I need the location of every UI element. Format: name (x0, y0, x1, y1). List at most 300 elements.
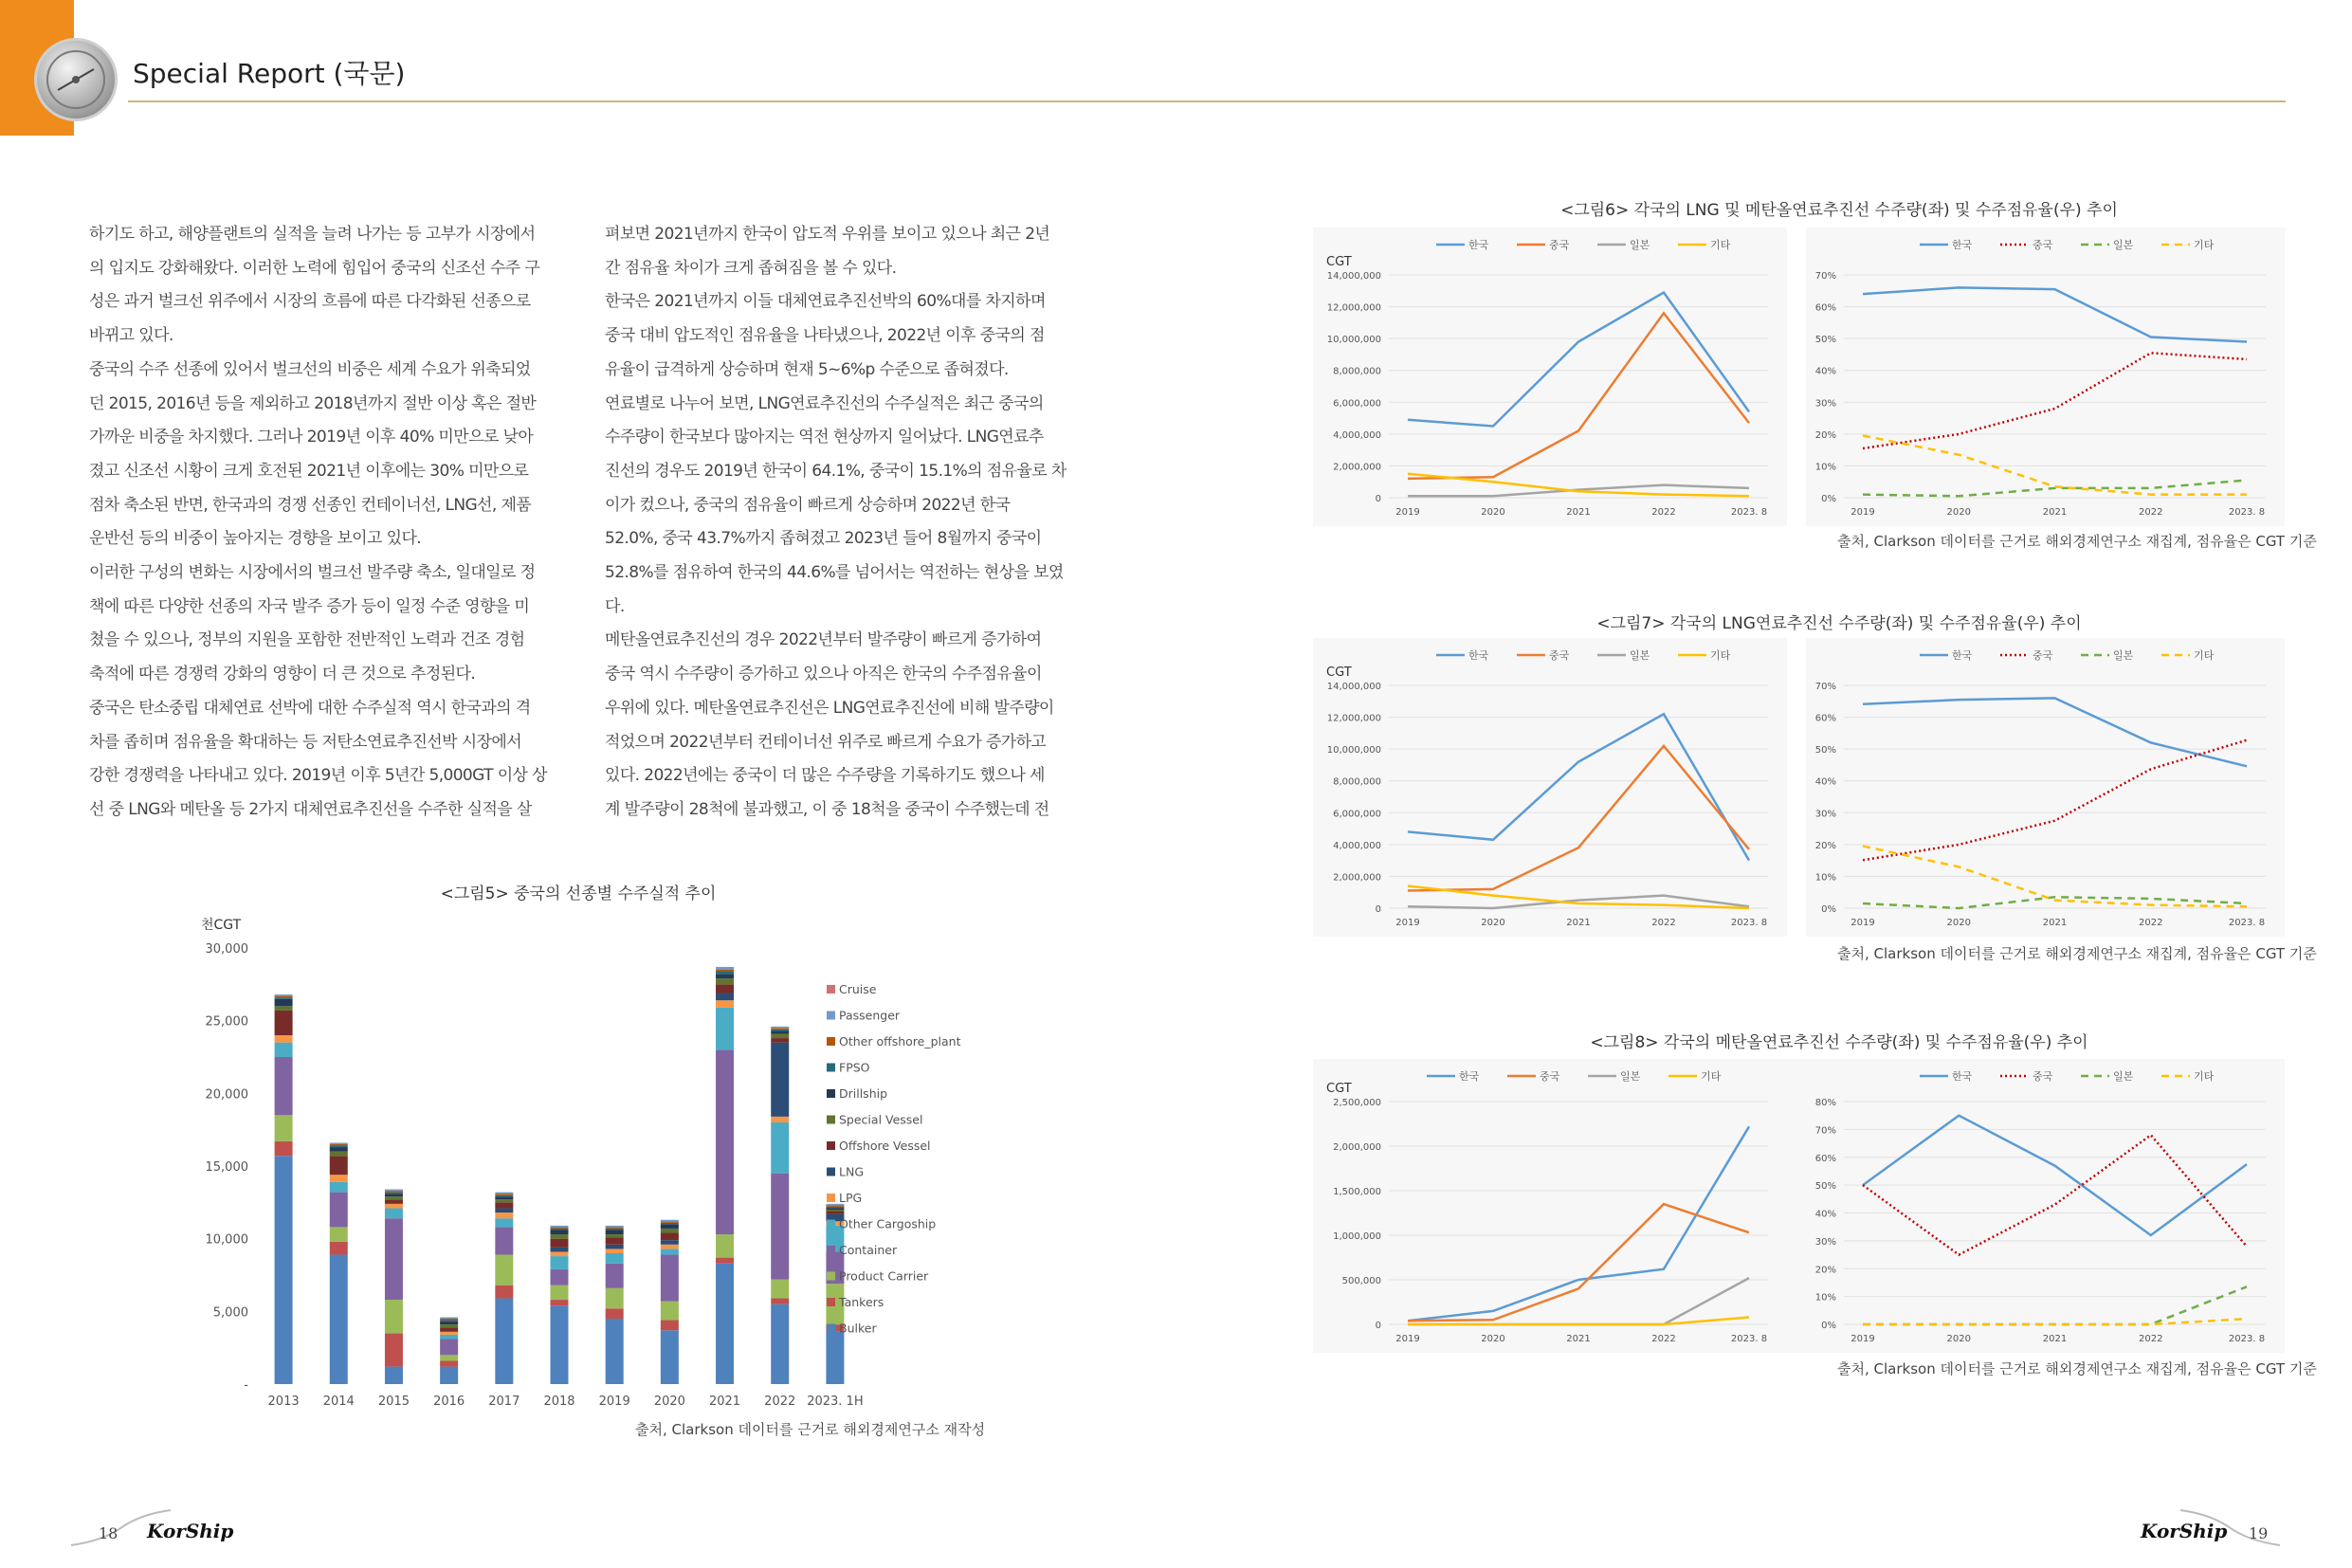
bar-segment (440, 1367, 458, 1384)
legend-swatch (827, 1194, 835, 1202)
x-tick-label: 2022 (2139, 507, 2163, 518)
text-line: 바뀌고 있다. (89, 326, 173, 346)
bar-segment (495, 1208, 513, 1212)
legend-label: Drillship (839, 1086, 888, 1101)
bar-segment (275, 994, 293, 996)
bar-segment (771, 1174, 789, 1280)
bar-segment (330, 1152, 348, 1157)
text-line: 운반선 등의 비중이 높아지는 경향을 보이고 있다. (89, 529, 422, 549)
bar-segment (275, 1115, 293, 1141)
x-tick-label: 2020 (1481, 918, 1505, 928)
y-tick-label: 15,000 (205, 1160, 248, 1175)
bar-segment (440, 1324, 458, 1327)
x-tick-label: 2019 (1395, 507, 1420, 518)
bar-segment (716, 975, 734, 979)
legend-label: LNG (839, 1164, 865, 1179)
bar-segment (661, 1249, 679, 1254)
bar-segment (771, 1030, 789, 1033)
x-tick-label: 2023. 8 (2228, 507, 2266, 518)
bar-segment (330, 1227, 348, 1241)
x-tick-label: 2023. 8 (2228, 1334, 2266, 1344)
bar-segment (330, 1156, 348, 1175)
y-tick-label: 12,000,000 (1326, 302, 1381, 314)
y-tick-label: 50% (1814, 1181, 1836, 1193)
bar-segment (661, 1221, 679, 1223)
y-tick-label: 4,000,000 (1333, 429, 1381, 441)
bar-segment (330, 1242, 348, 1255)
figure5-title: <그림5> 중국의 선종별 수주실적 추이 (440, 884, 717, 903)
x-tick-label: 2019 (1851, 1334, 1875, 1344)
bar-segment (551, 1239, 569, 1248)
legend-label: 중국 (2033, 1070, 2053, 1083)
legend-label: 기타 (1710, 239, 1731, 251)
bar-segment (330, 1255, 348, 1384)
bar-segment (440, 1321, 458, 1322)
x-tick-label: 2017 (488, 1395, 520, 1409)
bar-segment (716, 1234, 734, 1258)
bar-segment (771, 1304, 789, 1384)
x-tick-label: 2020 (1946, 507, 1971, 518)
text-line: 중국 대비 압도적인 점유율을 나타냈으나, 2022년 이후 중국의 점 (605, 326, 1045, 346)
bar-segment (330, 1146, 348, 1148)
legend-label: 일본 (2113, 1070, 2134, 1083)
x-tick-label: 2019 (1851, 918, 1875, 928)
bar-segment (771, 1038, 789, 1043)
text-line: 중국의 수주 선종에 있어서 벌크선의 비중은 세계 수요가 위축되었 (89, 359, 531, 379)
legend-label: LPG (839, 1191, 863, 1205)
bar-segment (440, 1335, 458, 1340)
legend-label: 한국 (1459, 1070, 1480, 1083)
bar-segment (275, 1043, 293, 1057)
x-tick-label: 2020 (1946, 1334, 1971, 1344)
x-tick-label: 2020 (1946, 918, 1971, 928)
bar-segment (551, 1234, 569, 1239)
text-line: 52.8%를 점유하여 한국의 44.6%를 넘어서는 역전하는 현상을 보였 (605, 563, 1064, 583)
legend-label: 중국 (2033, 239, 2053, 251)
bar-segment (826, 1210, 844, 1212)
y-tick-label: 50% (1814, 335, 1836, 346)
text-line: 점차 축소된 반면, 한국과의 경쟁 선종인 컨테이너선, LNG선, 제품 (89, 495, 532, 515)
legend-label: Other Cargoship (839, 1216, 937, 1231)
bar-segment (716, 1008, 734, 1049)
bar-segment (440, 1355, 458, 1360)
bar-segment (275, 1035, 293, 1043)
text-line: 우위에 있다. 메탄올연료추진선은 LNG연료추진선에 비해 발주량이 (605, 698, 1054, 718)
bar-segment (771, 1299, 789, 1304)
bar-segment (771, 1027, 789, 1029)
figure6-source: 출처, Clarkson 데이터를 근거로 해외경제연구소 재집계, 점유율은 CGT 기준 (1837, 533, 2317, 550)
x-tick-label: 2019 (1395, 1334, 1420, 1344)
bar-segment (495, 1193, 513, 1194)
y-axis-unit: CGT (1326, 1082, 1352, 1096)
text-line: 수주량이 한국보다 많아지는 역전 현상까지 일어났다. LNG연료추 (605, 428, 1044, 447)
legend-label: 한국 (1468, 649, 1489, 662)
bar-segment (661, 1240, 679, 1245)
bar-segment (385, 1196, 403, 1199)
text-line: 52.0%, 중국 43.7%까지 좁혀졌고 2023년 들어 8월까지 중국이 (605, 529, 1042, 549)
x-tick-label: 2023. 8 (1730, 1334, 1768, 1344)
x-tick-label: 2018 (543, 1395, 575, 1409)
y-tick-label: 2,000,000 (1333, 1142, 1381, 1153)
legend-label: Tankers (839, 1295, 884, 1309)
y-tick-label: 10% (1814, 1292, 1836, 1304)
bar-segment (826, 1207, 844, 1209)
legend-swatch (827, 1168, 835, 1176)
text-line: 가까운 비중을 차지했다. 그러나 2019년 이후 40% 미만으로 낮아 (89, 428, 534, 447)
text-line: 책에 따른 다양한 선종의 자국 발주 증가 등이 일정 수준 영향을 미 (89, 596, 530, 616)
text-line: 던 2015, 2016년 등을 제외하고 2018년까지 절반 이상 혹은 절반 (89, 393, 537, 413)
text-line: 강한 경쟁력을 나타내고 있다. 2019년 이후 5년간 5,000GT 이상 상 (89, 766, 547, 786)
bar-segment (606, 1308, 624, 1319)
chart-background (1806, 228, 2285, 526)
figure8-right-chart (1787, 1059, 2285, 1353)
legend-label: 일본 (1630, 649, 1650, 662)
bar-segment (551, 1285, 569, 1300)
text-line: 계 발주량이 28척에 불과했고, 이 중 18척을 중국이 수주했는데 전 (605, 799, 1049, 819)
bar-segment (606, 1319, 624, 1384)
bar-segment (495, 1199, 513, 1202)
legend-label: Offshore Vessel (839, 1139, 931, 1153)
x-tick-label: 2021 (708, 1395, 741, 1409)
y-tick-label: 0% (1821, 904, 1836, 915)
bar-segment (495, 1218, 513, 1227)
figure7-right-chart (1806, 638, 2285, 937)
y-tick-label: 0 (1375, 904, 1381, 915)
y-tick-label: 8,000,000 (1333, 776, 1381, 788)
bar-segment (716, 967, 734, 970)
legend-swatch (827, 1089, 835, 1098)
bar-segment (330, 1144, 348, 1146)
bar-segment (551, 1305, 569, 1384)
y-tick-label: 30% (1814, 398, 1836, 410)
x-tick-label: 2014 (322, 1395, 355, 1409)
x-tick-label: 2020 (1481, 507, 1505, 518)
text-line: 선 중 LNG와 메탄올 등 2가지 대체연료추진선을 수주한 실적을 살 (89, 799, 532, 819)
y-tick-label: 80% (1814, 1098, 1836, 1108)
bar-segment (826, 1208, 844, 1210)
chart-background (1313, 1059, 1787, 1353)
y-tick-label: 8,000,000 (1333, 366, 1381, 377)
legend-label: Other offshore_plant (839, 1034, 961, 1048)
bar-segment (495, 1285, 513, 1299)
bar-segment (495, 1212, 513, 1218)
bar-segment (606, 1245, 624, 1249)
y-tick-label: 30% (1814, 1236, 1836, 1248)
legend-label: 중국 (2033, 649, 2053, 662)
text-line: 진선의 경우도 2019년 한국이 64.1%, 중국이 15.1%의 점유율로 차 (605, 461, 1067, 481)
text-line: 유율이 급격하게 상승하며 현재 5~6%p 수준으로 좁혀졌다. (605, 359, 1009, 379)
x-tick-label: 2022 (1651, 918, 1676, 928)
chart-background (1787, 1059, 2285, 1353)
y-tick-label: - (244, 1378, 248, 1393)
bar-segment (440, 1332, 458, 1335)
bar-segment (440, 1360, 458, 1366)
bar-segment (275, 1156, 293, 1384)
x-tick-label: 2023. 8 (2228, 918, 2266, 928)
legend-label: 일본 (1620, 1070, 1641, 1083)
y-tick-label: 500,000 (1341, 1276, 1381, 1286)
bar-segment (716, 1264, 734, 1384)
bar-segment (495, 1196, 513, 1199)
y-tick-label: 60% (1814, 302, 1836, 314)
y-tick-label: 1,500,000 (1333, 1187, 1381, 1197)
x-tick-label: 2021 (1566, 1334, 1591, 1344)
text-line: 축적에 따른 경쟁력 강화의 영향이 더 큰 것으로 추정된다. (89, 665, 476, 684)
bar-segment (385, 1190, 403, 1192)
bar-segment (661, 1220, 679, 1222)
bar-segment (440, 1339, 458, 1355)
bar-segment (716, 1049, 734, 1234)
bar-segment (275, 996, 293, 998)
bar-segment (716, 994, 734, 1001)
bar-segment (606, 1264, 624, 1288)
text-line: 메탄올연료추진선의 경우 2022년부터 발주량이 빠르게 증가하여 (605, 630, 1042, 650)
legend-label: Bulker (839, 1321, 877, 1336)
bar-segment (330, 1147, 348, 1152)
y-tick-label: 20% (1814, 840, 1836, 851)
left-page-number: 18 (99, 1524, 119, 1542)
x-tick-label: 2021 (2042, 918, 2068, 928)
bar-segment (495, 1195, 513, 1197)
bar-segment (440, 1319, 458, 1321)
y-tick-label: 20% (1814, 429, 1836, 441)
x-tick-label: 2022 (1651, 507, 1676, 518)
y-tick-label: 6,000,000 (1333, 398, 1381, 410)
y-tick-label: 40% (1814, 776, 1836, 788)
compass-icon (37, 41, 115, 119)
legend-label: Container (839, 1243, 898, 1257)
x-tick-label: 2015 (377, 1395, 410, 1409)
bar-segment (275, 1006, 293, 1011)
bar-segment (661, 1321, 679, 1331)
y-tick-label: 70% (1814, 271, 1836, 282)
bar-segment (551, 1256, 569, 1269)
bar-segment (330, 1182, 348, 1193)
bar-segment (716, 972, 734, 975)
bar-segment (495, 1299, 513, 1384)
bar-segment (551, 1248, 569, 1252)
text-line: 의 입지도 강화해왔다. 이러한 노력에 힘입어 중국의 신조선 수주 구 (89, 258, 540, 278)
bar-segment (275, 1011, 293, 1035)
text-line: 있다. 2022년에는 중국이 더 많은 수주량을 기록하기도 했으나 세 (605, 766, 1045, 786)
bar-segment (385, 1208, 403, 1218)
bar-segment (495, 1255, 513, 1285)
y-tick-label: 10,000,000 (1326, 335, 1381, 346)
figure6-left-chart (1313, 228, 1787, 526)
text-line: 적었으며 2022년부터 컨테이너선 위주로 빠르게 수요가 증가하고 (605, 732, 1047, 752)
chart-background (1806, 638, 2285, 937)
bar-segment (771, 1030, 789, 1031)
figure7-left-chart (1313, 638, 1787, 937)
bar-segment (495, 1227, 513, 1254)
bar-segment (771, 1117, 789, 1122)
legend-swatch (827, 1272, 835, 1281)
text-line: 중국은 탄소중립 대체연료 선박에 대한 수주실적 역시 한국과의 격 (89, 698, 531, 718)
x-tick-label: 2022 (764, 1395, 796, 1409)
bar-segment (661, 1302, 679, 1321)
legend-label: 기타 (2194, 239, 2215, 251)
bar-segment (661, 1330, 679, 1384)
figure5-chart (190, 910, 1043, 1413)
bar-segment (826, 1212, 844, 1214)
bar-segment (551, 1300, 569, 1305)
right-page-number: 19 (2249, 1524, 2269, 1542)
bar-segment (771, 1043, 789, 1117)
y-tick-label: 6,000,000 (1333, 809, 1381, 820)
legend-label: Special Vessel (839, 1112, 923, 1127)
right-brand-logo: KorShip (2141, 1520, 2228, 1542)
y-tick-label: 2,000,000 (1333, 872, 1381, 884)
bar-segment (551, 1251, 569, 1256)
bar-segment (385, 1300, 403, 1333)
right-text-column (605, 218, 1079, 828)
legend-swatch (827, 1324, 835, 1333)
y-tick-label: 10% (1814, 462, 1836, 473)
figure6-title: <그림6> 각국의 LNG 및 메탄올연료추진선 수주량(좌) 및 수주점유율(우) 추이 (1560, 201, 2118, 220)
bar-segment (661, 1255, 679, 1302)
legend-label: Passenger (839, 1008, 901, 1023)
text-line: 연료별로 나누어 보면, LNG연료추진선의 수주실적은 최근 중국의 (605, 393, 1044, 413)
legend-label: FPSO (839, 1060, 870, 1075)
bar-segment (385, 1191, 403, 1193)
x-tick-label: 2019 (598, 1395, 630, 1409)
bar-segment (716, 984, 734, 993)
y-tick-label: 14,000,000 (1326, 682, 1381, 692)
y-tick-label: 25,000 (205, 1014, 248, 1030)
legend-label: 한국 (1468, 239, 1489, 251)
bar-segment (385, 1194, 403, 1196)
y-tick-label: 30,000 (205, 942, 248, 957)
legend-swatch (827, 1220, 835, 1229)
x-tick-label: 2022 (2139, 1334, 2163, 1344)
bar-segment (606, 1288, 624, 1308)
bar-segment (771, 1280, 789, 1299)
text-line: 차를 좁히며 점유율을 확대하는 등 저탄소연료추진선박 시장에서 (89, 732, 522, 752)
legend-label: 기타 (2194, 649, 2215, 662)
x-tick-label: 2023. 1H (807, 1395, 864, 1409)
bar-segment (771, 1122, 789, 1174)
bar-segment (330, 1142, 348, 1144)
legend-label: 기타 (1701, 1070, 1722, 1083)
y-tick-label: 2,500,000 (1333, 1098, 1381, 1108)
x-tick-label: 2021 (1566, 507, 1591, 518)
y-tick-label: 40% (1814, 366, 1836, 377)
legend-label: 기타 (1710, 649, 1731, 662)
bar-segment (716, 978, 734, 984)
left-text-column (89, 218, 573, 828)
y-tick-label: 60% (1814, 713, 1836, 724)
legend-swatch (827, 1037, 835, 1046)
text-line: 한국은 2021년까지 이들 대체연료추진선박의 60%대를 차지하며 (605, 292, 1046, 312)
x-tick-label: 2023. 8 (1730, 918, 1768, 928)
bar-segment (826, 1205, 844, 1207)
figure8-source: 출처, Clarkson 데이터를 근거로 해외경제연구소 재집계, 점유율은 CGT 기준 (1837, 1360, 2317, 1377)
legend-label: Product Carrier (839, 1268, 929, 1284)
legend-swatch (827, 1298, 835, 1306)
x-tick-label: 2021 (2042, 1334, 2068, 1344)
bar-segment (826, 1332, 844, 1384)
y-tick-label: 10,000,000 (1326, 745, 1381, 757)
text-line: 간 점유율 차이가 크게 좁혀짐을 볼 수 있다. (605, 258, 897, 278)
figure8-title: <그림8> 각국의 메탄올연료추진선 수주량(좌) 및 수주점유율(우) 추이 (1590, 1033, 2088, 1052)
bar-segment (661, 1229, 679, 1233)
bar-segment (661, 1233, 679, 1241)
legend-label: 중국 (1549, 649, 1570, 662)
legend-swatch (827, 1012, 835, 1020)
legend-label: Cruise (839, 982, 877, 996)
x-tick-label: 2013 (267, 1395, 300, 1409)
figure5-source: 출처, Clarkson 데이터를 근거로 해외경제연구소 재작성 (635, 1421, 986, 1438)
bar-segment (440, 1317, 458, 1319)
text-line: 쳤을 수 있으나, 정부의 지원을 포함한 전반적인 노력과 건조 경험 (89, 630, 525, 650)
header-divider (128, 100, 2286, 102)
bar-segment (771, 1028, 789, 1030)
y-tick-label: 60% (1814, 1153, 1836, 1164)
bar-segment (661, 1223, 679, 1225)
bar-segment (661, 1224, 679, 1229)
chart-background (1313, 228, 1787, 526)
bar-segment (330, 1193, 348, 1228)
text-line: 펴보면 2021년까지 한국이 압도적 우위를 보이고 있으나 최근 2년 (605, 225, 1050, 244)
text-line: 이가 컸으나, 중국의 점유율이 빠르게 상승하며 2022년 한국 (605, 495, 1011, 515)
y-tick-label: 0% (1821, 494, 1836, 504)
y-tick-label: 40% (1814, 1209, 1836, 1220)
left-brand-logo: KorShip (147, 1520, 234, 1542)
bar-segment (606, 1229, 624, 1231)
bar-segment (551, 1269, 569, 1285)
legend-label: 한국 (1952, 1070, 1973, 1083)
bar-segment (440, 1322, 458, 1324)
page-header-title: Special Report (국문) (133, 58, 406, 89)
y-tick-label: 5,000 (212, 1305, 248, 1321)
bar-segment (275, 1141, 293, 1156)
legend-swatch (827, 1246, 835, 1254)
bar-segment (551, 1229, 569, 1231)
y-tick-label: 4,000,000 (1333, 840, 1381, 851)
bar-segment (495, 1194, 513, 1195)
text-line: 다. (605, 596, 625, 616)
y-tick-label: 12,000,000 (1326, 713, 1381, 724)
figure6-right-chart (1806, 228, 2285, 526)
y-tick-label: 10,000 (205, 1232, 248, 1248)
legend-label: 한국 (1952, 649, 1973, 662)
legend-swatch (827, 1064, 835, 1072)
y-tick-label: 20% (1814, 1265, 1836, 1276)
bar-segment (606, 1230, 624, 1234)
legend-label: 기타 (2194, 1070, 2215, 1083)
y-axis-unit: CGT (1326, 665, 1352, 680)
bar-segment (606, 1237, 624, 1245)
legend-swatch (827, 1116, 835, 1124)
y-tick-label: 70% (1814, 682, 1836, 692)
x-tick-label: 2021 (1566, 918, 1591, 928)
y-tick-label: 50% (1814, 745, 1836, 757)
y-tick-label: 70% (1814, 1125, 1836, 1137)
text-line: 중국 역시 수주량이 증가하고 있으나 아직은 한국의 수주점유율이 (605, 665, 1042, 684)
x-tick-label: 2022 (2139, 918, 2163, 928)
bar-segment (606, 1234, 624, 1237)
legend-label: 일본 (1630, 239, 1650, 251)
x-tick-label: 2019 (1395, 918, 1420, 928)
bar-segment (275, 999, 293, 1007)
bar-segment (606, 1253, 624, 1264)
figure7-title: <그림7> 각국의 LNG연료추진선 수주량(좌) 및 수주점유율(우) 추이 (1596, 614, 2082, 633)
bar-segment (275, 997, 293, 999)
text-line: 졌고 신조선 시황이 크게 호전된 2021년 이후에는 30% 미만으로 (89, 461, 529, 481)
y-tick-label: 2,000,000 (1333, 462, 1381, 473)
legend-label: 일본 (2113, 239, 2134, 251)
x-tick-label: 2023. 8 (1730, 507, 1768, 518)
